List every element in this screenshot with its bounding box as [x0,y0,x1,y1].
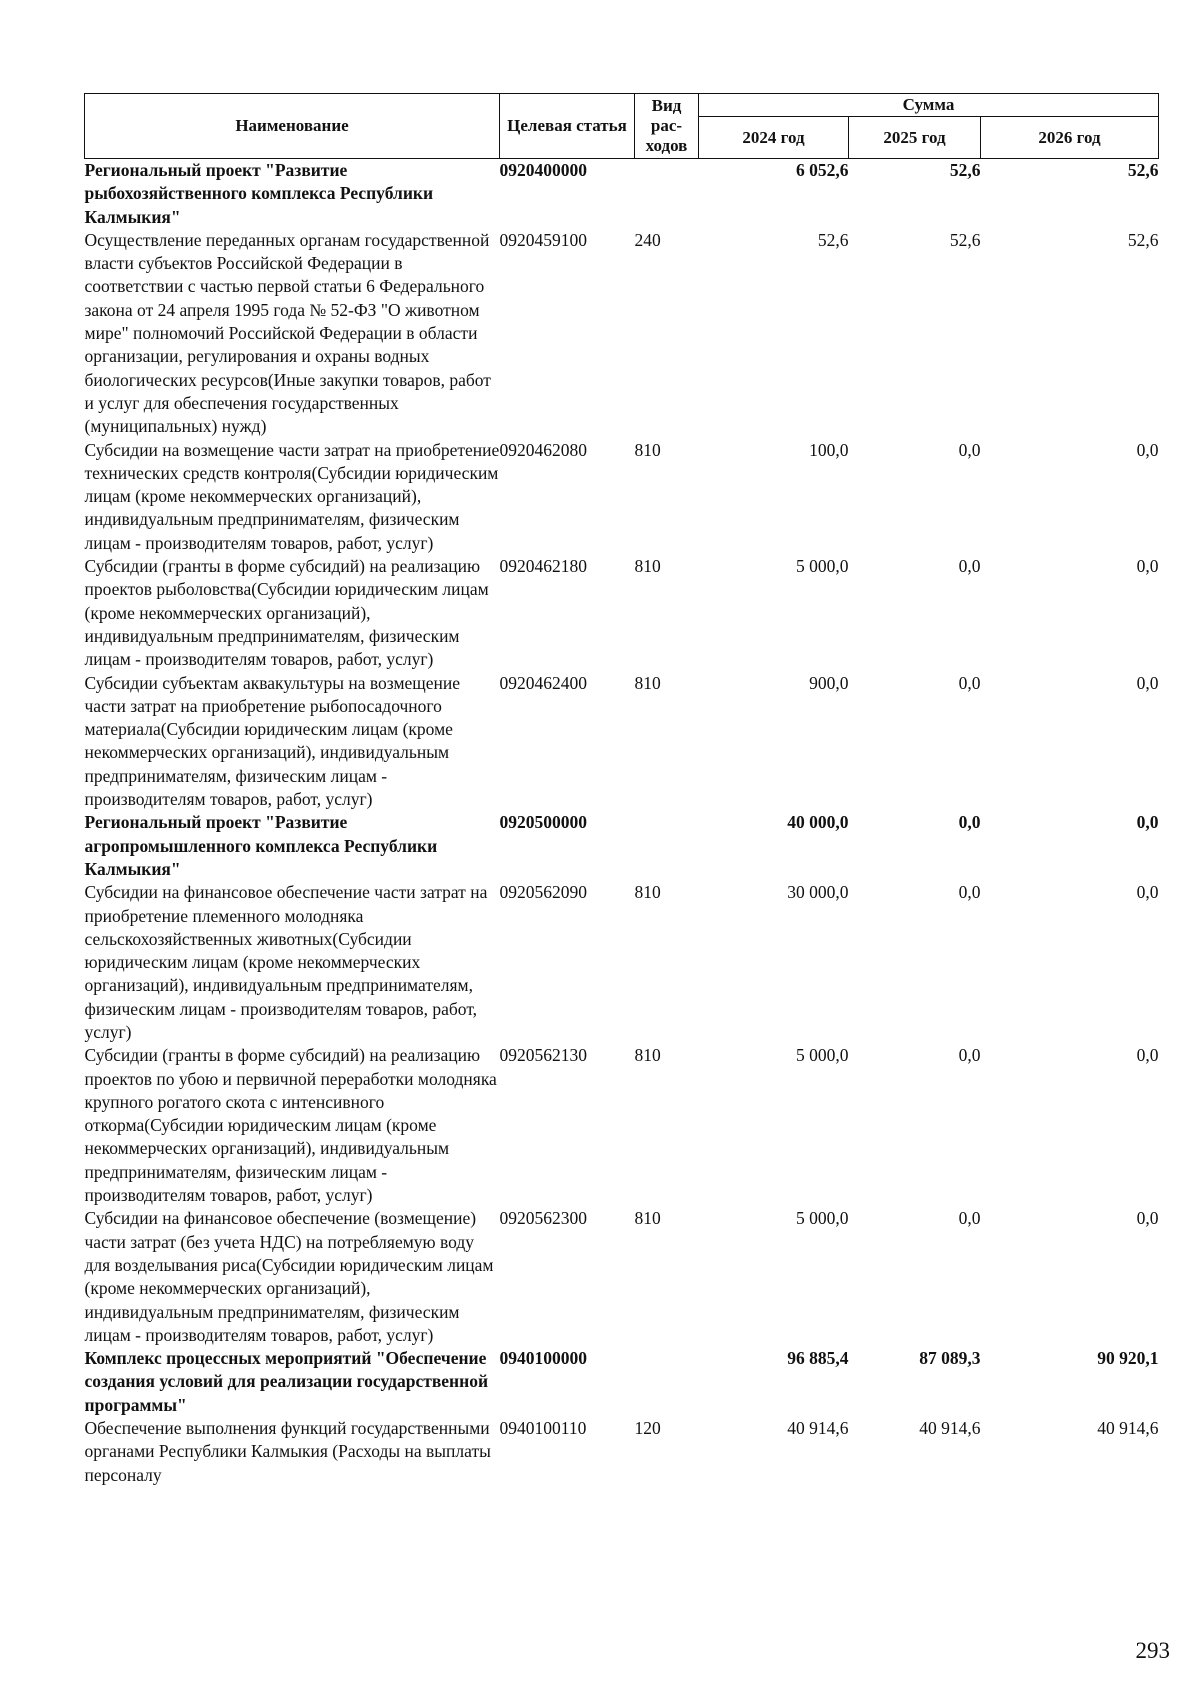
row-name: Субсидии на финансовое обеспечение (возмещение) части затрат (без учета НДС) на потребляемую воду для возделывания риса(Субсидии юридическим лицам (кроме некоммерческих организаций), индивидуальным предпринимателям, физическим лицам - производителям товаров, работ, услуг) [84,1208,494,1345]
row-vid: 810 [634,1045,661,1066]
row-2024: 30 000,0 [787,882,849,903]
row-vid: 810 [634,556,661,577]
header-name: Наименование [85,94,500,159]
row-2024: 40 914,6 [787,1418,849,1439]
table-row [85,159,1159,229]
header-year-2026: 2026 год [981,117,1159,159]
table-row [85,811,1159,881]
row-2026: 0,0 [1136,1045,1159,1066]
row-name: Комплекс процессных мероприятий "Обеспечение создания условий для реализации государственной программы" [84,1348,489,1415]
table-row [85,881,1159,1044]
row-name: Осуществление переданных органам государственной власти субъектов Российской Федерации в соответствии с частью первой статьи 6 Федерального закона от 24 апреля 1995 года № 52-ФЗ "О животном мире" полномочий Российской Федерации в области организации, регулирования и охраны водных биологических ресурсов(Иные закупки товаров, работ и услуг для обеспечения государственных (муниципальных) нужд) [84,229,491,437]
row-code: 0920500000 [499,812,587,833]
row-2025: 0,0 [958,812,981,833]
row-2025: 52,6 [949,160,981,180]
row-2025: 0,0 [958,882,981,903]
row-name: Субсидии субъектам аквакультуры на возмещение части затрат на приобретение рыбопосадочного материала(Субсидии юридическим лицам (кроме некоммерческих организаций), индивидуальным предпринимателям, физическим лицам - производителям товаров, работ, услуг) [84,672,461,810]
row-2026: 40 914,6 [1097,1418,1159,1439]
row-vid: 810 [634,439,661,460]
row-2025: 40 914,6 [919,1418,981,1439]
row-2026: 0,0 [1136,1208,1159,1229]
row-2024: 96 885,4 [787,1348,849,1369]
row-2025: 0,0 [958,439,981,460]
row-name: Региональный проект "Развитие рыбохозяйственного комплекса Республики Калмыкия" [84,160,434,227]
row-code: 0920462080 [499,439,587,460]
row-code: 0920462400 [499,672,587,693]
page-number: 293 [1135,1638,1170,1663]
row-code: 0920400000 [499,160,587,180]
row-vid: 240 [634,229,661,250]
row-name: Субсидии (гранты в форме субсидий) на реализацию проектов рыболовства(Субсидии юридическим лицам (кроме некоммерческих организаций), индивидуальным предпринимателям, физическим лицам - производителям товаров, работ, услуг) [84,556,489,670]
row-2024: 5 000,0 [796,1208,849,1229]
table-body [85,159,1159,1487]
row-code: 0940100110 [499,1418,587,1439]
row-2026: 52,6 [1127,229,1159,250]
row-2025: 87 089,3 [919,1348,981,1369]
table-row [85,1417,1159,1487]
table-row [85,1207,1159,1347]
table-row [85,229,1159,439]
row-2026: 90 920,1 [1097,1348,1159,1369]
row-name: Субсидии на финансовое обеспечение части затрат на приобретение племенного молодняка сельскохозяйственных животных(Субсидии юридическим лицам (кроме некоммерческих организаций), индивидуальным предпринимателям, физическим лицам - производителям товаров, работ, услуг) [84,882,488,1042]
row-vid [635,1347,699,1417]
table-row [85,1044,1159,1207]
row-vid: 120 [634,1418,661,1439]
row-code: 0920459100 [499,229,587,250]
table-row [85,1347,1159,1417]
row-2024: 52,6 [817,229,849,250]
table-row [85,439,1159,555]
budget-table [84,93,1159,1487]
table-row [85,555,1159,671]
row-2026: 0,0 [1136,882,1159,903]
header-year-2024: 2024 год [699,117,849,159]
header-sum: Сумма [699,94,1159,117]
header-vid: Вид рас-ходов [635,94,699,159]
row-name: Субсидии (гранты в форме субсидий) на реализацию проектов по убою и первичной переработки молодняка крупного рогатого скота с интенсивного откорма(Субсидии юридическим лицам (кроме некоммерческих организаций), индивидуальным предпринимателям, физическим лицам - производителям товаров, работ, услуг) [84,1045,497,1206]
table-row [85,672,1159,812]
row-name: Субсидии на возмещение части затрат на приобретение технических средств контроля(Субсидии юридическим лицам (кроме некоммерческих организаций), индивидуальным предпринимателям, физическим лицам - производителям товаров, работ, услуг) [84,439,500,553]
row-2026: 52,6 [1127,160,1159,180]
row-2026: 0,0 [1136,812,1159,833]
row-code: 0920462180 [499,556,587,577]
row-vid [635,159,699,229]
row-2024: 5 000,0 [796,1045,849,1066]
row-2024: 900,0 [809,672,849,693]
row-code: 0940100000 [499,1348,587,1369]
row-2024: 40 000,0 [787,812,849,833]
row-2025: 0,0 [958,672,981,693]
row-2025: 0,0 [958,1045,981,1066]
row-2025: 0,0 [958,1208,981,1229]
row-vid: 810 [634,672,661,693]
row-name: Региональный проект "Развитие агропромышленного комплекса Республики Калмыкия" [84,812,438,879]
row-name: Обеспечение выполнения функций государственными органами Республики Калмыкия (Расходы на выплаты персоналу [84,1418,491,1485]
row-2024: 6 052,6 [796,160,849,180]
header-code: Целевая статья [500,94,635,159]
row-2025: 0,0 [958,556,981,577]
row-code: 0920562130 [499,1045,587,1066]
row-vid: 810 [634,1208,661,1229]
row-2026: 0,0 [1136,439,1159,460]
row-2026: 0,0 [1136,556,1159,577]
row-2024: 5 000,0 [796,556,849,577]
row-2025: 52,6 [949,229,981,250]
row-code: 0920562300 [499,1208,587,1229]
row-vid: 810 [634,882,661,903]
document-page [84,93,1158,1487]
row-2026: 0,0 [1136,672,1159,693]
row-vid [635,811,699,881]
header-year-2025: 2025 год [849,117,981,159]
row-2024: 100,0 [809,439,849,460]
row-code: 0920562090 [499,882,587,903]
